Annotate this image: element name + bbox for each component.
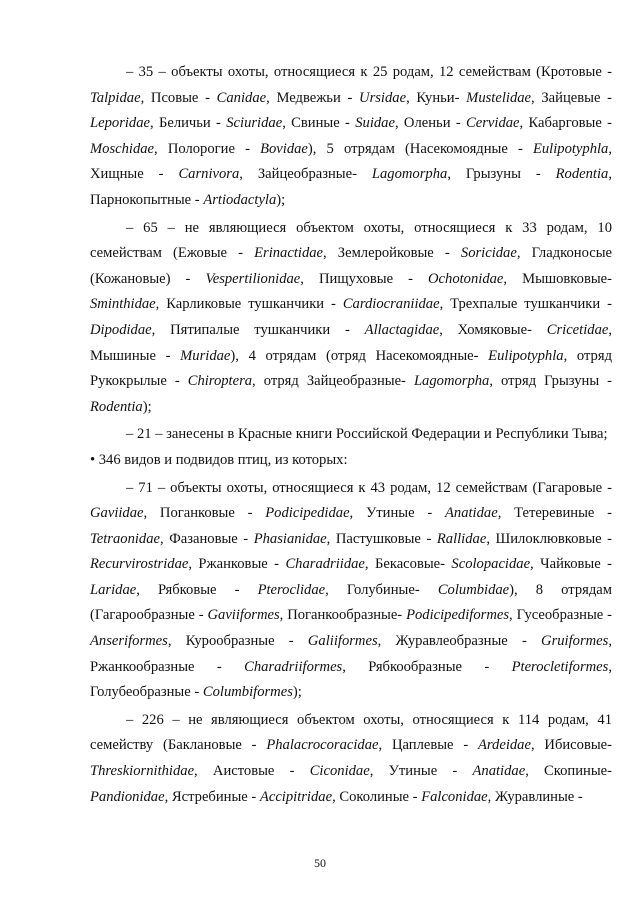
latin-taxon-name: Chiroptera <box>187 373 253 390</box>
text-run: , Хищные - <box>90 140 613 183</box>
latin-taxon-name: Ochotonidae <box>428 270 504 287</box>
latin-taxon-name: Threskiornithidae <box>90 763 195 780</box>
latin-taxon-name: Cricetidae <box>546 321 609 338</box>
text-run: , Цаплевые - <box>378 737 478 754</box>
latin-taxon-name: Columbiformes <box>202 684 293 701</box>
latin-taxon-name: Lagomorpha <box>413 373 490 390</box>
text-run: , Журавлеобразные - <box>377 633 542 650</box>
text-run: , Фазановые - <box>160 530 254 547</box>
latin-taxon-name: Tetraonidae <box>90 530 161 547</box>
latin-taxon-name: Rodentia <box>90 398 143 415</box>
latin-taxon-name: Recurvirostridae <box>90 556 189 573</box>
latin-taxon-name: Sciuridae <box>226 115 283 132</box>
text-run: , Гусеобразные - <box>509 607 612 624</box>
text-run: • 346 видов и подвидов птиц, из которых: <box>90 451 348 468</box>
latin-taxon-name: Ardeidae <box>478 737 531 754</box>
text-run: ), 5 отрядам (Насекомоядные - <box>307 140 533 157</box>
text-run: , Ржанковые - <box>188 556 286 573</box>
latin-taxon-name: Erinactidae <box>254 245 324 262</box>
latin-taxon-name: Charadriidae <box>285 556 365 573</box>
text-run: , Скопиные- <box>525 763 613 780</box>
latin-taxon-name: Columbidae <box>437 581 510 598</box>
latin-taxon-name: Ciconidae <box>309 763 370 780</box>
text-run: ), 4 отрядам (отряд Насекомоядные- <box>230 347 489 364</box>
text-run: ); <box>292 684 302 701</box>
latin-taxon-name: Suidae <box>355 115 395 132</box>
latin-taxon-name: Vespertilionidae <box>205 270 301 287</box>
latin-taxon-name: Gaviidae <box>90 505 144 522</box>
latin-taxon-name: Moschidae <box>90 140 155 157</box>
text-run: , Зайцевые - <box>531 89 612 106</box>
text-run: , Пищуховые - <box>300 270 429 287</box>
text-run: , Гладконосые (Кожановые) - <box>90 245 612 287</box>
text-run: , Ястребиные - <box>164 788 260 805</box>
latin-taxon-name: Artiodactyla <box>203 191 277 208</box>
text-run: , Хомяковые- <box>439 321 547 338</box>
text-run: – 65 – не являющиеся объектом охоты, относящиеся к 33 родам, 10 семействам (Ежовые - <box>90 219 612 262</box>
latin-taxon-name: Talpidae <box>90 89 141 106</box>
latin-taxon-name: Ursidae <box>359 89 407 106</box>
paragraph-birds-game <box>90 476 612 706</box>
latin-taxon-name: Anatidae <box>444 505 498 522</box>
paragraph-mammals-red-book <box>90 422 612 448</box>
paragraph-mammals-non-game <box>90 216 612 421</box>
text-run: , Куньи- <box>406 89 467 106</box>
text-run: – 35 – объекты охоты, относящиеся к 25 родам, 12 семействам (Кротовые - <box>126 64 612 80</box>
text-run: , Соколиные - <box>332 788 422 805</box>
text-run: , Утиные - <box>349 505 445 522</box>
latin-taxon-name: Dipodidae <box>90 321 152 338</box>
text-run: , Рябковые - <box>136 581 258 598</box>
latin-taxon-name: Canidae <box>216 89 267 106</box>
latin-taxon-name: Galiiformes <box>307 633 378 650</box>
latin-taxon-name: Rodentia <box>555 166 609 183</box>
text-run: , Зайцеобразные- <box>239 166 372 183</box>
text-run: , Шилоклювковые - <box>486 530 613 547</box>
text-run: , отряд Рукокрылые - <box>90 347 612 390</box>
latin-taxon-name: Sminthidae <box>90 296 156 313</box>
latin-taxon-name: Lagomorpha <box>371 166 448 183</box>
latin-taxon-name: Muridae <box>180 347 231 364</box>
body-text <box>90 60 612 810</box>
page-number: 50 <box>314 856 326 870</box>
text-run: , Поганкообразные- <box>279 607 407 624</box>
latin-taxon-name: Gaviiformes <box>207 607 280 624</box>
latin-taxon-name: Pterocletiformes <box>511 658 609 675</box>
paragraph-birds-heading <box>90 448 612 474</box>
text-run: , Голубиные- <box>325 581 438 598</box>
text-run: – 226 – не являющиеся объектом охоты, относящиеся к 114 родам, 41 семейству (Баклановые - <box>90 711 612 754</box>
latin-taxon-name: Podicipediformes <box>406 607 510 624</box>
text-run: , Беличьи - <box>150 115 227 132</box>
text-run: , Тетеревиные - <box>497 505 612 522</box>
text-run: , Свиные - <box>282 115 356 132</box>
latin-taxon-name: Cardiocraniidae <box>342 296 440 313</box>
latin-taxon-name: Allactagidae <box>364 321 440 338</box>
latin-taxon-name: Rallidae <box>436 530 487 547</box>
text-run: , Медвежьи - <box>266 89 360 106</box>
text-run: ), 8 отрядам (Гагарообразные - <box>90 581 612 624</box>
latin-taxon-name: Carnivora <box>178 166 240 183</box>
text-run: , Пятипалые тушканчики - <box>151 321 365 338</box>
text-run: , Трехпалые тушканчики - <box>439 296 612 313</box>
latin-taxon-name: Scolopacidae <box>451 556 531 573</box>
latin-taxon-name: Eulipotyphla <box>532 140 609 157</box>
text-run: , Полорогие - <box>154 140 261 157</box>
latin-taxon-name: Pteroclidae <box>257 581 326 598</box>
text-run: , Утиные - <box>369 763 473 780</box>
latin-taxon-name: Leporidae <box>90 115 150 132</box>
text-run: , Грызуны - <box>447 166 556 183</box>
latin-taxon-name: Charadriiformes <box>244 658 343 675</box>
text-run: , Бекасовые- <box>364 556 452 573</box>
text-run: , Пастушковые - <box>326 530 437 547</box>
text-run: , Карликовые тушканчики - <box>155 296 343 313</box>
latin-taxon-name: Accipitridae <box>259 788 333 805</box>
text-run: , Псовые - <box>140 89 217 106</box>
text-run: , отряд Зайцеобразные- <box>252 373 414 390</box>
latin-taxon-name: Pandionidae <box>90 788 165 805</box>
text-run: ); <box>142 398 152 415</box>
text-run: , Оленьи - <box>394 115 467 132</box>
text-run: , Кабарговые - <box>519 115 613 132</box>
text-run: , Журавлиные - <box>487 788 583 805</box>
text-run: , Рябкообразные - <box>342 658 512 675</box>
text-run: , Парнокопытные - <box>90 166 612 208</box>
text-run: – 71 – объекты охоты, относящиеся к 43 родам, 12 семействам (Гагаровые - <box>126 479 612 496</box>
latin-taxon-name: Falconidae <box>421 788 488 805</box>
text-run: , Поганковые - <box>143 505 266 522</box>
paragraph-birds-non-game <box>90 708 612 810</box>
latin-taxon-name: Anatidae <box>472 763 526 780</box>
text-run: , Землеройковые - <box>323 245 461 262</box>
text-run: – 21 – занесены в Красные книги Российской Федерации и Республики Тыва; <box>126 426 608 443</box>
text-run: ); <box>276 191 286 208</box>
text-run: , Мышовковые- <box>503 270 612 287</box>
paragraph-mammals-game <box>90 60 612 214</box>
latin-taxon-name: Podicipedidae <box>265 505 350 522</box>
text-run: , Ибисовые- <box>530 737 612 754</box>
latin-taxon-name: Mustelidae <box>466 89 532 106</box>
latin-taxon-name: Phasianidae <box>253 530 327 547</box>
text-run: , Голубеобразные - <box>90 658 612 701</box>
text-run: , Аистовые - <box>194 763 310 780</box>
text-run: , отряд Грызуны - <box>489 373 612 390</box>
latin-taxon-name: Anseriformes <box>90 633 168 650</box>
text-run: , Чайковые - <box>530 556 612 573</box>
latin-taxon-name: Phalacrocoracidae <box>266 737 379 754</box>
text-run: , Ржанкообразные - <box>90 633 612 675</box>
latin-taxon-name: Eulipotyphla <box>488 347 564 364</box>
latin-taxon-name: Cervidae <box>466 115 520 132</box>
text-run: , Курообразные - <box>167 633 308 650</box>
latin-taxon-name: Bovidae <box>260 140 308 157</box>
latin-taxon-name: Soricidae <box>460 245 517 262</box>
latin-taxon-name: Gruiformes <box>541 633 609 650</box>
latin-taxon-name: Laridae <box>90 581 137 598</box>
text-run: , Мышиные - <box>90 321 612 364</box>
